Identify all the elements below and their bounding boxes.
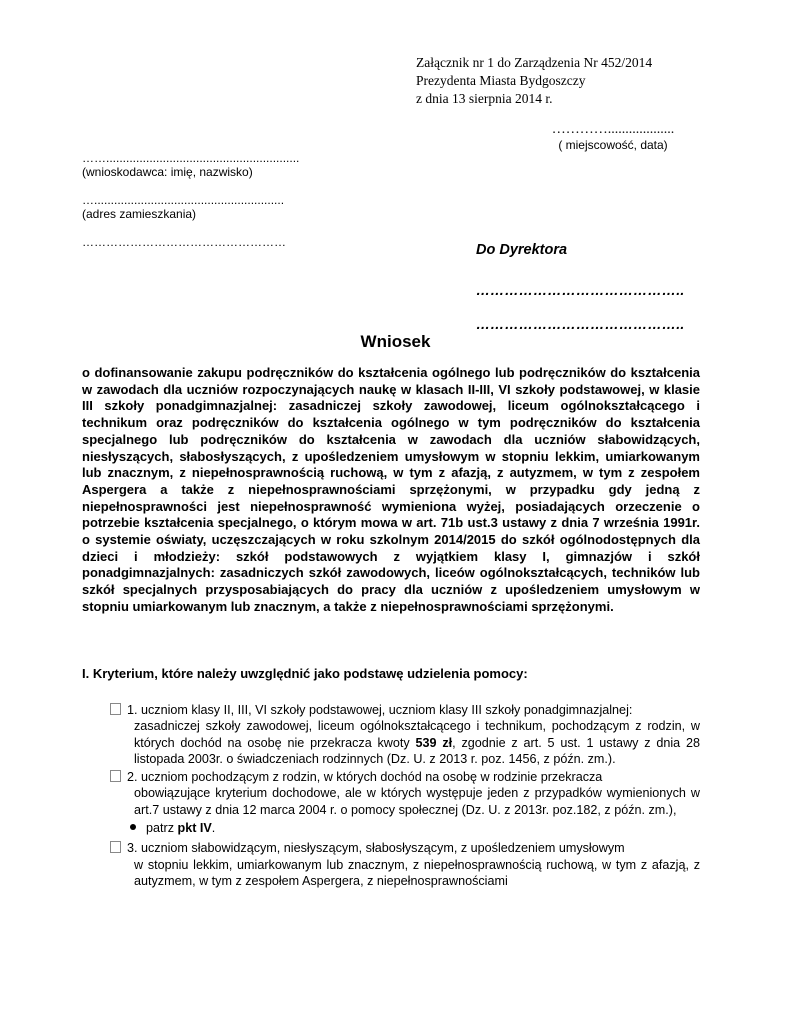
header-line-1: Załącznik nr 1 do Zarządzenia Nr 452/2014 [416, 55, 653, 70]
criterion-2-bullet [110, 820, 700, 836]
criterion-1-first-line: 1. uczniom klasy II, III, VI szkoły podstawowej, uczniom klasy III szkoły ponadgimnazjalnej: [127, 703, 633, 717]
criterion-1-text: zasadniczej szkoły zawodowej, liceum ogólnokształcącego i technikum, pochodzącym z rodzin, w których dochód na osobę nie przekracza kwoty [134, 719, 700, 750]
criterion-1 [110, 702, 700, 767]
criterion-1-checkbox[interactable] [110, 703, 121, 715]
criterion-2-first-line: 2. uczniom pochodzącym z rodzin, w których dochód na osobę w rodzinie przekracza [127, 770, 603, 785]
criterion-3-body: w stopniu lekkim, umiarkowanym lub znacznym, z niepełnosprawnością ruchową, w tym z afazją, z autyzmem, w tym z zespołem Aspergera, z niepełnosprawnościami [134, 857, 700, 888]
bullet-bold-ref: pkt IV [177, 821, 212, 836]
applicant-address-caption: (adres zamieszkania) [82, 207, 197, 221]
place-date-field [538, 122, 688, 153]
criterion-2 [110, 769, 700, 818]
applicant-extra-dots[interactable]: …………………………………………… [82, 235, 286, 249]
bullet-prefix: patrz [146, 821, 178, 836]
criterion-1-amount: 539 zł [415, 735, 453, 750]
addressee-label: Do Dyrektora [476, 242, 568, 258]
applicant-name-caption: (wnioskodawca: imię, nazwisko) [82, 165, 253, 179]
bullet-suffix: . [211, 821, 216, 836]
header-line-2: Prezydenta Miasta Bydgoszczy [416, 73, 586, 88]
place-date-caption: ( miejscowość, data) [558, 138, 668, 152]
criterion-2-checkbox[interactable] [110, 770, 121, 782]
place-date-dots[interactable]: …………................... [551, 122, 675, 137]
addressee-line-2[interactable]: …………………………………….. [476, 316, 685, 332]
bullet-dot-icon [130, 824, 136, 830]
criterion-3-checkbox[interactable] [110, 841, 121, 853]
header-line-3: z dnia 13 sierpnia 2014 r. [416, 91, 553, 106]
intro-paragraph: o dofinansowanie zakupu podręczników do kształcenia ogólnego lub podręczników do kształcenia w zawodach dla uczniów rozpoczynających naukę w klasach II-III, VI szkoły podstawowej, w klasie III szkoły ponadgimnazjalnej: zasadniczej szkoły zawodowej, liceum ogólnokształcącego i technikum oraz podręczników do kształcenia ogólnego w tym podręczników do kształcenia specjalnego lub podręczników do kształcenia w zawodach dla uczniów słabowidzących, niesłyszących, słabosłyszących, z upośledzeniem umysłowym w stopniu lekkim, umiarkowanym lub znacznym, z niepełnosprawnością ruchową, w tym z afazją, z autyzmem, w tym z zespołem Aspergera a także z niepełnosprawnościami sprzężonymi, w przypadku gdy jedną z niepełnosprawności jest niepełnosprawność wymieniona wyżej, posiadających orzeczenie o potrzebie kształcenia specjalnego, o którym mowa w art. 71b ust.3 ustawy z dnia 7 września 1991r. o systemie oświaty, uczęszczających w roku szkolnym 2014/2015 do szkół ogólnodostępnych dla dzieci i młodzieży: szkół podstawowych z wyjątkiem klasy I, gimnazjów i szkół ponadgimnazjalnych: zasadniczych szkół zawodowych, liceów ogólnokształcących, techników lub szkół specjalnych przysposabiających do pracy dla uczniów z upośledzeniem umysłowym w stopniu umiarkowanym lub znacznym, a także z niepełnosprawnościami sprzężonymi. [82, 365, 700, 614]
applicant-block [82, 152, 299, 248]
criterion-2-body: obowiązujące kryterium dochodowe, ale w których występuje jeden z przypadków wymienionych w art.7 ustawy z dnia 12 marca 2004 r. o pomocy społecznej (Dz. U. z 2013r. poz.182, z późn. zm.), [134, 786, 700, 817]
applicant-name-dots[interactable]: …….......................................................... [82, 151, 300, 165]
criteria-list [110, 702, 700, 889]
section-1-heading: I. Kryterium, które należy uwzględnić jako podstawę udzielenia pomocy: [82, 666, 528, 681]
document-title: Wniosek [360, 332, 431, 351]
criterion-3 [110, 840, 700, 889]
addressee-line-1[interactable]: …………………………………….. [476, 282, 685, 298]
applicant-address-dots[interactable]: …......................................................... [82, 193, 285, 207]
criterion-1-text-end: , zgodnie z art. 5 ust. 1 ustawy z dnia 28 listopada 2003r. o świadczeniach rodzinnych (Dz. U. z 2013 r. poz. 1456, z późn. zm.). [134, 735, 701, 766]
criterion-1-body [110, 718, 700, 767]
attachment-header [416, 54, 652, 108]
criterion-3-first-line: 3. uczniom słabowidzącym, niesłyszącym, słabosłyszącym, z upośledzeniem umysłowym [127, 841, 625, 856]
